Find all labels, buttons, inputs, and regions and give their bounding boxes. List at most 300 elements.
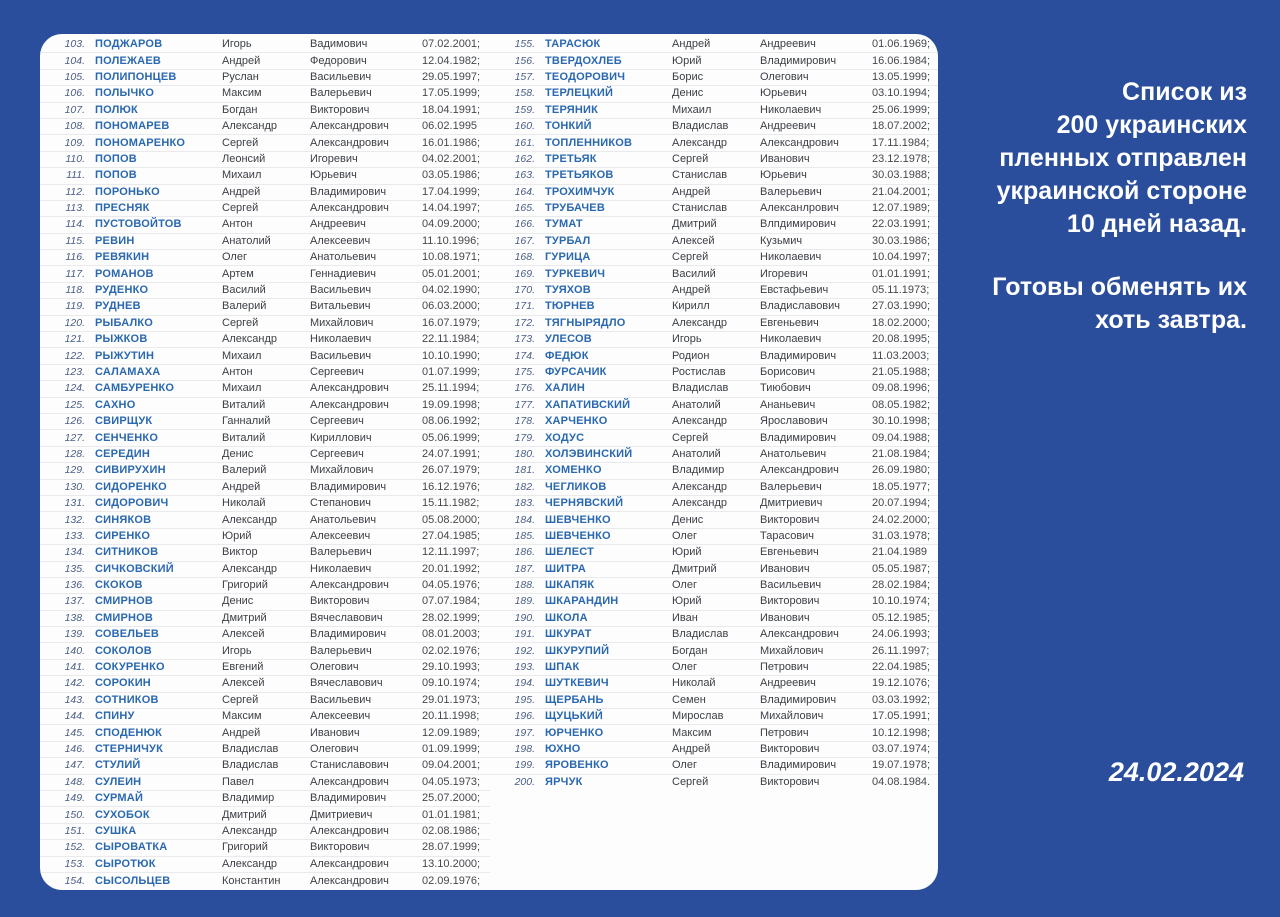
row-number: 128. — [64, 447, 85, 460]
row-surname: ТОПЛЕННИКОВ — [545, 136, 633, 149]
row-patronymic: Олегович — [310, 661, 359, 674]
row-first-name: Руслан — [222, 70, 259, 83]
row-number: 151. — [64, 824, 85, 837]
row-surname: ЩУЦЬКИЙ — [545, 710, 603, 723]
list-row — [40, 201, 490, 217]
row-surname: СИДОРОВИЧ — [95, 497, 169, 510]
row-number: 121. — [64, 333, 85, 346]
row-surname: ХОМЕНКО — [545, 464, 602, 477]
list-row — [490, 398, 938, 414]
list-row — [490, 86, 938, 102]
row-surname: ТЕРЯНИК — [545, 103, 598, 116]
row-first-name: Сергей — [222, 136, 259, 149]
row-birth-date: 26.07.1979; — [422, 464, 481, 477]
list-row — [40, 86, 490, 102]
row-number: 130. — [64, 480, 85, 493]
row-first-name: Максим — [222, 87, 262, 100]
row-surname: ЯРЧУК — [545, 776, 583, 789]
list-row — [40, 742, 490, 758]
row-number: 104. — [64, 54, 85, 67]
row-patronymic: Кириллович — [310, 431, 372, 444]
list-row — [40, 480, 490, 496]
row-birth-date: 28.07.1999; — [422, 841, 481, 854]
row-number: 110. — [65, 152, 85, 165]
row-surname: ПОДЖАРОВ — [95, 38, 163, 51]
list-row — [40, 857, 490, 873]
list-row — [490, 480, 938, 496]
list-row — [490, 545, 938, 561]
row-patronymic: Петрович — [760, 661, 809, 674]
list-row — [490, 496, 938, 512]
row-number: 200. — [514, 776, 535, 789]
row-birth-date: 13.05.1999; — [872, 70, 931, 83]
row-first-name: Денис — [672, 87, 704, 100]
row-number: 140. — [64, 644, 85, 657]
row-patronymic: Алексеевич — [310, 529, 371, 542]
row-first-name: Виктор — [222, 546, 258, 559]
list-row — [490, 660, 938, 676]
row-birth-date: 04.09.2000; — [422, 218, 481, 231]
row-birth-date: 30.03.1986; — [872, 234, 931, 247]
row-birth-date: 03.03.1992; — [872, 693, 931, 706]
row-birth-date: 15.11.1982; — [422, 497, 480, 510]
list-row — [490, 676, 938, 692]
row-first-name: Александр — [222, 562, 278, 575]
row-surname: СТУЛИЙ — [95, 759, 141, 772]
row-birth-date: 18.07.2002; — [872, 120, 931, 133]
row-first-name: Андрей — [222, 480, 261, 493]
caption-line: Список из — [1122, 78, 1247, 106]
row-number: 124. — [64, 382, 85, 395]
row-first-name: Юрий — [222, 529, 252, 542]
row-number: 129. — [64, 464, 85, 477]
row-first-name: Сергей — [222, 202, 259, 215]
row-patronymic: Викторович — [310, 841, 370, 854]
row-first-name: Станислав — [672, 169, 728, 182]
list-row — [40, 611, 490, 627]
row-first-name: Александр — [222, 824, 278, 837]
row-patronymic: Сергеевич — [310, 447, 364, 460]
list-row — [40, 496, 490, 512]
row-birth-date: 19.12.1076; — [872, 677, 931, 690]
row-first-name: Олег — [672, 661, 697, 674]
list-row — [490, 430, 938, 446]
row-surname: РЫБАЛКО — [95, 316, 154, 329]
row-birth-date: 03.10.1994; — [872, 87, 931, 100]
row-number: 192. — [514, 644, 535, 657]
row-number: 155. — [514, 38, 535, 51]
row-surname: СИЧКОВСКИЙ — [95, 562, 174, 575]
row-patronymic: Васильевич — [310, 693, 372, 706]
row-patronymic: Александрович — [310, 120, 389, 133]
row-patronymic: Валерьевич — [310, 644, 372, 657]
row-number: 109. — [64, 136, 85, 149]
row-number: 167. — [514, 234, 535, 247]
row-birth-date: 30.10.1998; — [872, 415, 931, 428]
row-surname: ТУРКЕВИЧ — [545, 267, 606, 280]
row-number: 156. — [514, 54, 535, 67]
row-birth-date: 03.05.1986; — [422, 169, 481, 182]
list-row — [40, 332, 490, 348]
row-birth-date: 22.04.1985; — [872, 661, 931, 674]
row-birth-date: 09.08.1996; — [872, 382, 931, 395]
row-number: 165. — [514, 202, 535, 215]
row-birth-date: 20.01.1992; — [422, 562, 481, 575]
list-row — [490, 447, 938, 463]
row-first-name: Дмитрий — [672, 562, 717, 575]
list-row — [490, 152, 938, 168]
row-surname: ПОПОВ — [95, 152, 137, 165]
row-number: 189. — [514, 595, 535, 608]
list-row — [40, 430, 490, 446]
row-surname: РЕВЯКИН — [95, 251, 150, 264]
row-number: 195. — [514, 693, 535, 706]
row-first-name: Денис — [672, 513, 704, 526]
row-birth-date: 19.07.1978; — [872, 759, 931, 772]
row-surname: ПОНОМАРЕВ — [95, 120, 170, 133]
row-first-name: Андрей — [672, 185, 711, 198]
row-surname: ПОРОНЬКО — [95, 185, 160, 198]
row-number: 146. — [64, 742, 85, 755]
row-patronymic: Николаевич — [760, 333, 822, 346]
row-first-name: Андрей — [222, 185, 261, 198]
row-surname: СМИРНОВ — [95, 611, 154, 624]
row-first-name: Игорь — [222, 38, 252, 51]
row-patronymic: Иванович — [760, 562, 810, 575]
list-row — [40, 119, 490, 135]
row-number: 191. — [514, 628, 535, 641]
row-first-name: Мирослав — [672, 710, 724, 723]
row-birth-date: 31.03.1978; — [872, 529, 931, 542]
list-row — [490, 53, 938, 69]
row-first-name: Сергей — [672, 776, 709, 789]
row-first-name: Василий — [222, 284, 266, 297]
row-first-name: Богдан — [222, 103, 258, 116]
row-birth-date: 24.02.2000; — [872, 513, 931, 526]
row-patronymic: Иванович — [310, 726, 360, 739]
row-first-name: Юрий — [672, 54, 702, 67]
row-first-name: Владимир — [672, 464, 725, 477]
row-number: 185. — [514, 529, 535, 542]
row-first-name: Михаил — [672, 103, 712, 116]
row-number: 171. — [514, 300, 535, 313]
row-birth-date: 05.11.1973; — [872, 284, 930, 297]
list-row — [490, 201, 938, 217]
row-surname: СУШКА — [95, 824, 137, 837]
row-surname: ТРЕТЬЯК — [545, 152, 597, 165]
row-surname: РЫЖКОВ — [95, 333, 148, 346]
row-number: 112. — [65, 185, 85, 198]
row-patronymic: Александрович — [310, 775, 389, 788]
list-row — [490, 70, 938, 86]
row-first-name: Владислав — [222, 742, 279, 755]
list-column-left — [40, 37, 490, 890]
row-birth-date: 16.06.1984; — [872, 54, 931, 67]
row-first-name: Андрей — [672, 742, 711, 755]
row-patronymic: Алексеевич — [310, 710, 371, 723]
row-birth-date: 01.01.1981; — [422, 808, 481, 821]
row-number: 111. — [66, 169, 85, 182]
row-surname: ШИТРА — [545, 562, 586, 575]
row-surname: ПОНОМАРЕНКО — [95, 136, 186, 149]
row-birth-date: 09.04.1988; — [872, 431, 931, 444]
row-surname: ШУТКЕВИЧ — [545, 677, 609, 690]
row-number: 154. — [64, 874, 85, 887]
row-patronymic: Юрьевич — [760, 87, 807, 100]
row-birth-date: 04.02.2001; — [422, 152, 481, 165]
row-patronymic: Игоревич — [760, 267, 808, 280]
row-birth-date: 05.05.1987; — [872, 562, 931, 575]
row-number: 198. — [514, 742, 535, 755]
row-birth-date: 01.01.1991; — [872, 267, 931, 280]
row-patronymic: Анатольевич — [760, 447, 827, 460]
row-number: 126. — [64, 415, 85, 428]
row-number: 164. — [514, 185, 535, 198]
row-first-name: Евгений — [222, 661, 264, 674]
row-birth-date: 10.12.1998; — [872, 726, 931, 739]
row-birth-date: 17.11.1984; — [872, 136, 930, 149]
list-row — [40, 70, 490, 86]
row-birth-date: 10.08.1971; — [422, 251, 481, 264]
list-row — [490, 316, 938, 332]
list-row — [40, 185, 490, 201]
row-birth-date: 12.07.1989; — [872, 202, 931, 215]
row-patronymic: Вадимович — [310, 38, 368, 51]
row-surname: СИВИРУХИН — [95, 464, 166, 477]
row-surname: СЫРОТЮК — [95, 857, 156, 870]
row-first-name: Сергей — [672, 251, 709, 264]
row-birth-date: 02.08.1986; — [422, 824, 481, 837]
list-row — [40, 627, 490, 643]
row-birth-date: 25.06.1999; — [872, 103, 931, 116]
list-row — [40, 578, 490, 594]
row-surname: ЩЕРБАНЬ — [545, 693, 604, 706]
row-number: 116. — [65, 251, 85, 264]
list-row — [490, 562, 938, 578]
row-first-name: Павел — [222, 775, 254, 788]
row-patronymic: Андреевич — [760, 677, 816, 690]
row-birth-date: 27.04.1985; — [422, 529, 481, 542]
row-surname: ХАПАТИВСКИЙ — [545, 398, 631, 411]
row-first-name: Сергей — [222, 316, 259, 329]
row-birth-date: 21.04.1989 — [872, 546, 928, 559]
row-birth-date: 29.05.1997; — [422, 70, 481, 83]
row-patronymic: Игоревич — [310, 152, 358, 165]
row-number: 168. — [514, 251, 535, 264]
row-first-name: Юрий — [672, 546, 702, 559]
row-surname: СЫСОЛЬЦЕВ — [95, 874, 171, 887]
row-number: 106. — [64, 87, 85, 100]
row-patronymic: Сергеевич — [310, 366, 364, 378]
row-first-name: Игорь — [222, 644, 252, 657]
row-first-name: Дмитрий — [222, 808, 267, 821]
list-row — [490, 332, 938, 348]
list-row — [40, 594, 490, 610]
list-row — [490, 365, 938, 381]
row-surname: РОМАНОВ — [95, 267, 154, 280]
list-row — [40, 234, 490, 250]
row-number: 149. — [64, 792, 85, 805]
row-surname: СИТНИКОВ — [95, 546, 159, 559]
row-number: 127. — [64, 431, 85, 444]
row-surname: ШЕЛЕСТ — [545, 546, 595, 559]
row-patronymic: Александрович — [310, 398, 389, 411]
row-patronymic: Александрович — [310, 202, 389, 215]
row-patronymic: Владимирович — [310, 628, 387, 641]
row-surname: ТУМАТ — [545, 218, 583, 231]
row-patronymic: Евгеньевич — [760, 546, 819, 559]
list-row — [40, 152, 490, 168]
caption-paragraph-1 — [937, 76, 1247, 241]
row-number: 175. — [514, 366, 535, 378]
row-number: 107. — [64, 103, 85, 116]
row-first-name: Алексей — [222, 677, 265, 690]
row-surname: ЯРОВЕНКО — [545, 759, 609, 772]
row-number: 194. — [514, 677, 535, 690]
row-surname: ТЮРНЕВ — [545, 300, 595, 313]
row-patronymic: Анатольевич — [310, 251, 377, 264]
row-number: 170. — [514, 284, 535, 297]
row-birth-date: 12.04.1982; — [422, 54, 481, 67]
row-patronymic: Владимирович — [310, 480, 387, 493]
row-number: 199. — [514, 759, 535, 772]
row-patronymic: Викторович — [310, 595, 370, 608]
row-birth-date: 30.03.1988; — [872, 169, 931, 182]
row-first-name: Олег — [672, 759, 697, 772]
list-row — [40, 414, 490, 430]
row-first-name: Денис — [222, 595, 254, 608]
row-birth-date: 21.08.1984; — [872, 447, 931, 460]
row-patronymic: Кузьмич — [760, 234, 803, 247]
row-surname: ШЕВЧЕНКО — [545, 529, 611, 542]
list-row — [490, 529, 938, 545]
row-birth-date: 10.10.1990; — [422, 349, 481, 362]
row-surname: ШКАПЯК — [545, 579, 595, 592]
row-number: 123. — [64, 366, 85, 378]
row-birth-date: 06.02.1995 — [422, 120, 478, 133]
row-number: 136. — [64, 579, 85, 592]
row-birth-date: 03.07.1974; — [872, 742, 931, 755]
list-row — [40, 562, 490, 578]
row-first-name: Николай — [222, 497, 266, 510]
row-number: 108. — [64, 120, 85, 133]
row-patronymic: Геннадиевич — [310, 267, 377, 280]
row-patronymic: Ананьевич — [760, 398, 816, 411]
row-patronymic: Николаевич — [310, 333, 372, 346]
list-row — [40, 840, 490, 856]
row-number: 161. — [514, 136, 535, 149]
row-number: 122. — [64, 349, 85, 362]
row-surname: СИРЕНКО — [95, 529, 151, 542]
row-first-name: Максим — [672, 726, 712, 739]
row-first-name: Ганналий — [222, 415, 271, 428]
row-first-name: Сергей — [672, 152, 709, 165]
caption-line: 200 украинских — [1056, 111, 1247, 139]
row-birth-date: 04.05.1976; — [422, 579, 481, 592]
row-number: 150. — [64, 808, 85, 821]
list-row — [40, 643, 490, 659]
row-patronymic: Сергеевич — [310, 415, 364, 428]
row-birth-date: 08.05.1982; — [872, 398, 931, 411]
row-birth-date: 16.07.1979; — [422, 316, 481, 329]
list-row — [40, 381, 490, 397]
row-first-name: Александр — [222, 857, 278, 870]
caption-line: украинской стороне — [996, 177, 1247, 205]
row-surname: СПИНУ — [95, 710, 135, 723]
row-first-name: Кирилл — [672, 300, 710, 313]
row-birth-date: 06.03.2000; — [422, 300, 481, 313]
row-birth-date: 05.08.2000; — [422, 513, 481, 526]
row-surname: ПОЛЫЧКО — [95, 87, 155, 100]
row-patronymic: Олегович — [760, 70, 809, 83]
row-number: 147. — [64, 759, 85, 772]
row-birth-date: 13.10.2000; — [422, 857, 481, 870]
row-birth-date: 20.08.1995; — [872, 333, 931, 346]
row-birth-date: 17.04.1999; — [422, 185, 481, 198]
row-patronymic: Валерьевич — [760, 185, 822, 198]
row-number: 166. — [514, 218, 535, 231]
row-number: 193. — [514, 661, 535, 674]
row-birth-date: 25.07.2000; — [422, 792, 481, 805]
row-birth-date: 01.07.1999; — [422, 366, 481, 378]
row-first-name: Григорий — [222, 579, 268, 592]
row-number: 159. — [514, 103, 535, 116]
list-row — [490, 37, 938, 53]
row-birth-date: 04.08.1984. — [872, 776, 931, 789]
row-number: 120. — [64, 316, 85, 329]
row-first-name: Антон — [222, 218, 253, 231]
row-number: 141. — [64, 661, 85, 674]
caption-text — [937, 76, 1247, 337]
row-surname: СЕРЕДИН — [95, 447, 151, 460]
list-row — [40, 37, 490, 53]
list-row — [40, 266, 490, 282]
row-first-name: Юрий — [672, 595, 702, 608]
row-number: 143. — [64, 693, 85, 706]
prisoner-list-panel — [40, 34, 938, 890]
row-surname: ФЕДЮК — [545, 349, 589, 362]
row-number: 139. — [64, 628, 85, 641]
row-surname: ПРЕСНЯК — [95, 202, 150, 215]
row-first-name: Ростислав — [672, 366, 726, 378]
row-surname: СТЕРНИЧУК — [95, 742, 163, 755]
row-patronymic: Михайлович — [310, 316, 374, 329]
row-patronymic: Александрович — [760, 136, 839, 149]
row-patronymic: Дмитриевич — [310, 808, 373, 821]
row-patronymic: Николаевич — [310, 562, 372, 575]
caption-paragraph-2 — [937, 271, 1247, 337]
row-first-name: Олег — [672, 529, 697, 542]
row-birth-date: 22.11.1984; — [422, 333, 480, 346]
row-patronymic: Владимирович — [760, 759, 837, 772]
row-surname: ГУРИЦА — [545, 251, 591, 264]
row-number: 186. — [514, 546, 535, 559]
list-row — [490, 348, 938, 364]
row-patronymic: Валерьевич — [760, 480, 822, 493]
row-patronymic: Олегович — [310, 742, 359, 755]
list-row — [40, 725, 490, 741]
row-first-name: Денис — [222, 447, 254, 460]
row-surname: ХАРЧЕНКО — [545, 415, 608, 428]
row-number: 179. — [514, 431, 535, 444]
row-surname: СУХОБОК — [95, 808, 150, 821]
row-patronymic: Евгеньевич — [760, 316, 819, 329]
row-number: 174. — [514, 349, 535, 362]
row-surname: ПУСТОВОЙТОВ — [95, 218, 182, 231]
row-surname: ЮРЧЕНКО — [545, 726, 604, 739]
list-row — [490, 266, 938, 282]
list-row — [40, 791, 490, 807]
